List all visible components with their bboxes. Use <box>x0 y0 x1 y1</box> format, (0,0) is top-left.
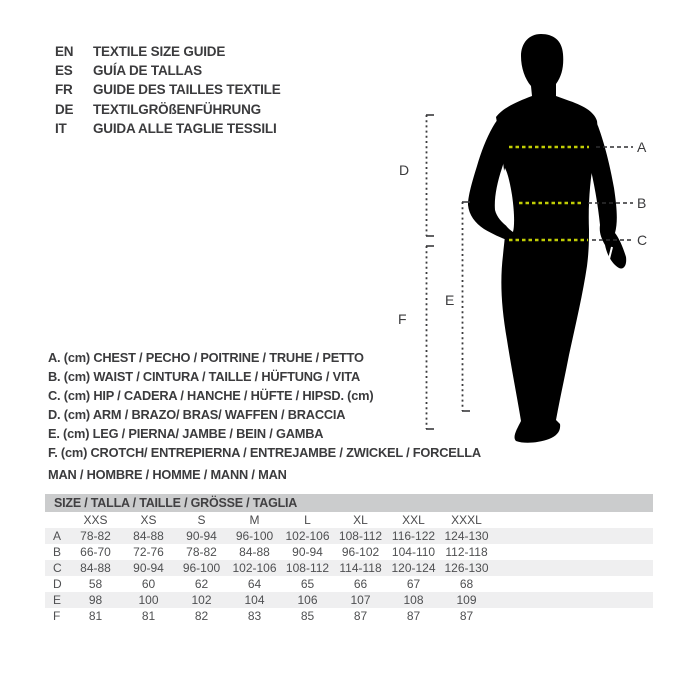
value-cell: 67 <box>406 577 421 591</box>
value-cell: 66 <box>353 577 368 591</box>
size-col-xxl: XXL <box>402 513 425 527</box>
value-cell: 87 <box>459 609 474 623</box>
value-cell: 66-70 <box>80 545 111 559</box>
value-cell: 90-94 <box>292 545 323 559</box>
value-cell: 68 <box>459 577 474 591</box>
value-cell: 78-82 <box>80 529 111 543</box>
value-cell: 108-112 <box>338 529 383 543</box>
label-leg: E <box>445 292 455 308</box>
size-table <box>45 494 653 624</box>
row-key: C <box>53 561 62 575</box>
label-chest: A <box>637 139 647 155</box>
value-cell: 104 <box>244 593 265 607</box>
table-row-leg <box>45 592 653 608</box>
row-key: D <box>53 577 62 591</box>
language-code: FR <box>55 82 73 98</box>
value-cell: 84-88 <box>133 529 164 543</box>
value-cell: 58 <box>88 577 103 591</box>
language-title: TEXTILE SIZE GUIDE <box>93 44 226 59</box>
value-cell: 102 <box>191 593 212 607</box>
value-cell: 64 <box>247 577 262 591</box>
table-row-waist <box>45 544 653 560</box>
language-code: ES <box>55 63 73 79</box>
value-cell: 114-118 <box>339 561 382 575</box>
language-title: GUÍA DE TALLAS <box>93 63 202 79</box>
value-cell: 100 <box>138 593 159 607</box>
legend-line-leg: E. (cm) LEG / PIERNA/ JAMBE / BEIN / GAMBA <box>48 426 324 441</box>
value-cell: 78-82 <box>186 545 217 559</box>
value-cell: 72-76 <box>133 545 164 559</box>
value-cell: 81 <box>141 609 156 623</box>
row-key: E <box>53 593 62 607</box>
table-row-arm <box>45 576 653 592</box>
value-cell: 102-106 <box>285 529 330 543</box>
value-cell: 104-110 <box>391 545 436 559</box>
value-cell: 108 <box>403 593 424 607</box>
value-cell: 108-112 <box>285 561 330 575</box>
language-title-list <box>55 42 281 138</box>
value-cell: 96-102 <box>341 545 380 559</box>
table-row-chest <box>45 528 653 544</box>
table-row-crotch <box>45 608 653 624</box>
language-title: GUIDE DES TAILLES TEXTILE <box>93 82 281 98</box>
language-code: DE <box>55 101 74 117</box>
value-cell: 85 <box>300 609 315 623</box>
value-cell: 124-130 <box>444 529 489 543</box>
value-cell: 90-94 <box>186 529 217 543</box>
size-col-l: L <box>304 513 311 527</box>
size-col-xl: XL <box>353 513 368 527</box>
size-col-m: M <box>249 513 260 527</box>
value-cell: 90-94 <box>133 561 164 575</box>
size-col-s: S <box>197 513 206 527</box>
gender-line: MAN / HOMBRE / HOMME / MANN / MAN <box>48 467 287 482</box>
value-cell: 96-100 <box>182 561 221 575</box>
size-col-xxs: XXS <box>83 513 108 527</box>
measurement-legend <box>48 348 481 484</box>
language-row-fr <box>55 80 281 99</box>
row-key: B <box>53 545 62 559</box>
value-cell: 87 <box>353 609 368 623</box>
value-cell: 112-118 <box>445 545 488 559</box>
language-row-es <box>55 61 281 80</box>
row-key: F <box>53 609 61 623</box>
language-code: IT <box>55 120 67 136</box>
language-row-de <box>55 100 281 119</box>
legend-line-hip: C. (cm) HIP / CADERA / HANCHE / HÜFTE / HIPSD. (cm) <box>48 388 374 403</box>
value-cell: 120-124 <box>391 561 436 575</box>
size-table-title: SIZE / TALLA / TAILLE / GRÖSSE / TAGLIA <box>45 494 653 512</box>
value-cell: 82 <box>194 609 209 623</box>
legend-line-crotch: F. (cm) CROTCH/ ENTREPIERNA / ENTREJAMBE / ZWICKEL / FORCELLA <box>48 445 481 460</box>
value-cell: 98 <box>88 593 103 607</box>
value-cell: 83 <box>247 609 262 623</box>
legend-line-waist: B. (cm) WAIST / CINTURA / TAILLE / HÜFTUNG / VITA <box>48 369 361 384</box>
label-hip: C <box>637 232 648 248</box>
language-title: GUIDA ALLE TAGLIE TESSILI <box>93 120 277 136</box>
label-arm: D <box>399 162 410 178</box>
value-cell: 109 <box>456 593 477 607</box>
language-title: TEXTILGRÖßENFÜHRUNG <box>93 101 261 117</box>
value-cell: 107 <box>350 593 371 607</box>
legend-line-arm: D. (cm) ARM / BRAZO/ BRAS/ WAFFEN / BRACCIA <box>48 407 346 422</box>
row-key: A <box>53 529 62 543</box>
size-col-xs: XS <box>140 513 157 527</box>
value-cell: 87 <box>406 609 421 623</box>
value-cell: 84-88 <box>80 561 111 575</box>
table-row-hip <box>45 560 653 576</box>
value-cell: 81 <box>88 609 103 623</box>
value-cell: 62 <box>194 577 209 591</box>
language-row-en <box>55 42 281 61</box>
value-cell: 102-106 <box>232 561 277 575</box>
label-waist: B <box>637 195 647 211</box>
value-cell: 60 <box>141 577 156 591</box>
language-row-it <box>55 119 281 138</box>
size-header-row <box>45 512 653 528</box>
value-cell: 126-130 <box>444 561 489 575</box>
value-cell: 116-122 <box>391 529 436 543</box>
size-col-xxxl: XXXL <box>451 513 482 527</box>
language-code: EN <box>55 44 74 59</box>
value-cell: 106 <box>297 593 318 607</box>
value-cell: 84-88 <box>239 545 270 559</box>
value-cell: 65 <box>300 577 315 591</box>
label-crotch: F <box>398 311 407 327</box>
value-cell: 96-100 <box>235 529 274 543</box>
legend-line-chest: A. (cm) CHEST / PECHO / POITRINE / TRUHE / PETTO <box>48 350 364 365</box>
